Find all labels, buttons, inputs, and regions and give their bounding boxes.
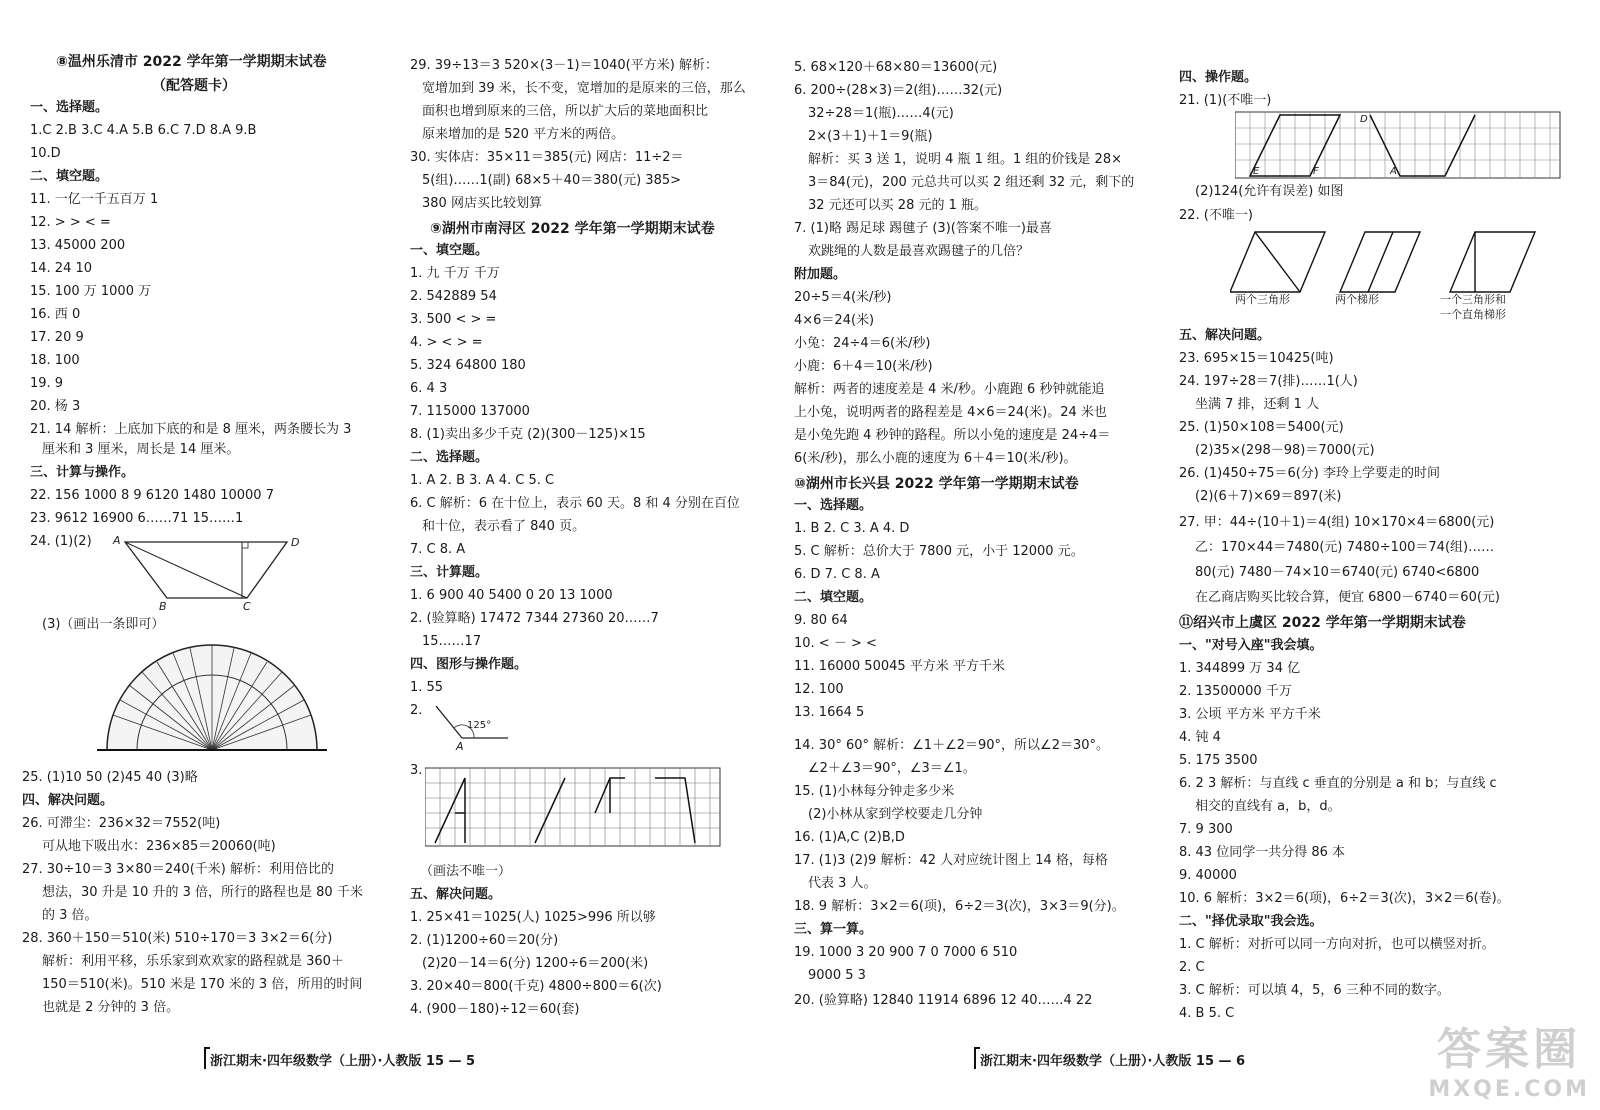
grid-figure-21 (1235, 110, 1565, 180)
point-label-b: B (159, 600, 167, 610)
answer-line: (3)（画出一条即可） (42, 617, 165, 632)
answer-line: (2)124(允许有误差) 如图 (1195, 184, 1344, 199)
answer-line: 380 网店买比较划算 (422, 196, 542, 211)
answer-line: 2. 13500000 千万 (1179, 684, 1292, 699)
answer-line: 想法，30 升是 10 升的 3 倍，所行的路程也是 80 千米 (42, 885, 363, 900)
answer-line: 24. 197÷28＝7(排)……1(人) (1179, 374, 1358, 389)
grid-label-f: F (1313, 166, 1319, 177)
section-heading: 一、"对号入座"我会填。 (1179, 638, 1323, 653)
answer-line: 原来增加的是 520 平方米的两倍。 (422, 127, 625, 142)
answer-line: 也就是 2 分钟的 3 倍。 (42, 1000, 180, 1015)
answer-line: 12. 100 (794, 682, 844, 697)
answer-line: 9. 80 64 (794, 613, 848, 628)
answer-line: 20. (验算略) 12840 11914 6896 12 40……4 22 (794, 993, 1093, 1008)
answer-line: 4. B 5. C (1179, 1006, 1235, 1021)
section-heading: 一、填空题。 (410, 243, 489, 258)
answer-line: 2×(3＋1)＋1＝9(瓶) (808, 129, 933, 144)
section-heading: 一、选择题。 (30, 100, 109, 115)
answer-line: 1. C 解析：对折可以同一方向对折，也可以横竖对折。 (1179, 937, 1495, 952)
answer-line: 5. C 解析：总价大于 7800 元，小于 12000 元。 (794, 544, 1084, 559)
answer-line: 80(元) 7480－74×10＝6740(元) 6740<6800 (1195, 565, 1480, 580)
exam-title: ⑧温州乐清市 2022 学年第一学期期末试卷 (56, 54, 327, 70)
answer-line: 的 3 倍。 (42, 908, 98, 923)
page-footer-right: 浙江期末·四年级数学（上册）·人教版 15 — 6 (980, 1050, 1245, 1069)
answer-line: 7. (1)略 踢足球 踢毽子 (3)(答案不唯一)最喜 (794, 221, 1052, 236)
answer-line: 2. (验算略) 17472 7344 27360 20……7 (410, 611, 659, 626)
column-2 (400, 0, 780, 1110)
answer-line: 19. 9 (30, 376, 64, 391)
protractor-figure (87, 640, 337, 760)
answer-line: 32÷28＝1(瓶)……4(元) (808, 106, 954, 121)
answer-line: 1. 6 900 40 5400 0 20 13 1000 (410, 588, 613, 603)
answer-line: 坐满 7 排，还剩 1 人 (1195, 397, 1320, 412)
answer-line: 23. 695×15＝10425(吨) (1179, 351, 1334, 366)
answer-line: 15……17 (422, 634, 482, 649)
grid-label-e: E (1253, 166, 1260, 177)
answer-line: 3＝84(元)，200 元总共可以买 2 组还剩 32 元，剩下的 (808, 175, 1135, 190)
answer-line: 5(组)……1(副) 68×5＋40＝380(元) 385> (422, 173, 682, 188)
answer-line: 26. (1)450÷75＝6(分) 李玲上学要走的时间 (1179, 466, 1441, 481)
parallelograms-figure (1230, 228, 1550, 298)
point-label-c: C (243, 600, 251, 610)
answer-line: 26. 可滞尘：236×32＝7552(吨) (22, 816, 221, 831)
answer-line: 解析：买 3 送 1，说明 4 瓶 1 组。1 组的价钱是 28× (808, 152, 1122, 167)
section-heading: 四、解决问题。 (22, 793, 114, 808)
answer-line: 在乙商店购买比较合算，便宜 6800－6740＝60(元) (1195, 590, 1500, 605)
answer-line: 2. (410, 703, 423, 718)
answer-line: 23. 9612 16900 6……71 15……1 (30, 511, 244, 526)
answer-line: 21. (1)(不唯一) (1179, 93, 1272, 108)
figure-caption: 两个梯形 (1335, 293, 1379, 306)
answer-line: (2)小林从家到学校要走几分钟 (808, 807, 983, 822)
section-heading: 五、解决问题。 (1179, 328, 1271, 343)
answer-line: 小兔：24÷4＝6(米/秒) (794, 336, 931, 351)
answer-line: 厘米和 3 厘米，周长是 14 厘米。 (42, 442, 240, 457)
answer-line: 27. 30÷10＝3 3×80＝240(千米) 解析：利用倍比的 (22, 862, 334, 877)
answer-line: 6. D 7. C 8. A (794, 567, 880, 582)
section-heading: 四、操作题。 (1179, 70, 1258, 85)
answer-line: 4. 钝 4 (1179, 730, 1221, 745)
answer-line: 是小兔先跑 4 秒钟的路程。所以小兔的速度是 24÷4＝ (794, 428, 1111, 443)
answer-line: 6. 4 3 (410, 381, 448, 396)
grid-label-a: A (1390, 166, 1397, 177)
answer-line: 6. 2 3 解析：与直线 c 垂直的分别是 a 和 b；与直线 c (1179, 776, 1497, 791)
answer-line: 可从地下吸出水：236×85＝20060(吨) (42, 839, 276, 854)
answer-line: 11. 一亿一千五百万 1 (30, 192, 159, 207)
answer-line: 1. 55 (410, 680, 444, 695)
answer-line: 4. > < > = (410, 335, 483, 350)
section-heading: 一、选择题。 (794, 498, 873, 513)
answer-line: 上小兔，说明两者的路程差是 4×6＝24(米)。24 米也 (794, 405, 1107, 420)
answer-line: 乙：170×44＝7480(元) 7480÷100＝74(组)…… (1195, 540, 1495, 555)
answer-line: 19. 1000 3 20 900 7 0 7000 6 510 (794, 945, 1018, 960)
watermark-bottom: MXQE.COM (1428, 1077, 1590, 1102)
answer-line: 1. 九 千万 千万 (410, 266, 500, 281)
figure-caption: 一个三角形和 (1440, 293, 1506, 306)
answer-line: 3. 20×40＝800(千克) 4800÷800＝6(次) (410, 979, 662, 994)
watermark-top: 答案圈 (1437, 1024, 1582, 1075)
answer-line: 欢跳绳的人数是最喜欢踢毽子的几倍？ (808, 244, 1030, 259)
grid-label-d: D (1360, 114, 1368, 125)
answer-line: 1.C 2.B 3.C 4.A 5.B 6.C 7.D 8.A 9.B (30, 123, 257, 138)
angle-label: 125° (467, 720, 492, 731)
answer-line: 28. 360＋150＝510(米) 510÷170＝3 3×2＝6(分) (22, 931, 333, 946)
column-1 (22, 0, 392, 1110)
section-heading: 三、算一算。 (794, 922, 873, 937)
answer-line: 16. (1)A,C (2)B,D (794, 830, 905, 845)
answer-line: 3. C 解析：可以填 4，5，6 三种不同的数字。 (1179, 983, 1450, 998)
answer-line: 9000 5 3 (808, 968, 866, 983)
answer-line: 2. (1)1200÷60＝20(分) (410, 933, 559, 948)
exam-title: ⑩湖州市长兴县 2022 学年第一学期期末试卷 (794, 476, 1079, 492)
answer-line: 解析：两者的速度差是 4 米/秒。小鹿跑 6 秒钟就能追 (794, 382, 1105, 397)
answer-line: 10. 6 解析：3×2＝6(项)，6÷2＝3(次)，3×2＝6(卷)。 (1179, 891, 1510, 906)
answer-line: 22. (不唯一) (1179, 208, 1253, 223)
exam-title: ⑨湖州市南浔区 2022 学年第一学期期末试卷 (430, 221, 715, 237)
answer-line: 13. 1664 5 (794, 705, 865, 720)
answer-line: 6(米/秒)，那么小鹿的速度为 6＋4＝10(米/秒)。 (794, 451, 1077, 466)
answer-line: 5. 324 64800 180 (410, 358, 526, 373)
answer-line: 18. 100 (30, 353, 80, 368)
answer-line: 20. 杨 3 (30, 399, 81, 414)
answer-line: 29. 39÷13＝3 520×(3－1)＝1040(平方米) 解析： (410, 58, 718, 73)
answer-line: 5. 175 3500 (1179, 753, 1258, 768)
answer-line: 3. 公顷 平方米 平方千米 (1179, 707, 1321, 722)
answer-line: 代表 3 人。 (808, 876, 877, 891)
answer-line: 8. (1)卖出多少千克 (2)(300－125)×15 (410, 427, 646, 442)
answer-line: 5. 68×120＋68×80＝13600(元) (794, 60, 998, 75)
answer-line: (2)20－14＝6(分) 1200÷6＝200(米) (422, 956, 649, 971)
answer-line: （画法不唯一） (420, 864, 512, 879)
answer-line: 14. 24 10 (30, 261, 93, 276)
answer-line: 24. (1)(2) (30, 534, 92, 549)
answer-line: 21. 14 解析：上底加下底的和是 8 厘米，两条腰长为 3 (30, 422, 352, 437)
answer-line: 32 元还可以买 28 元的 1 瓶。 (808, 198, 988, 213)
exam-subtitle: （配答题卡） (152, 78, 236, 94)
answer-line: 面积也增到原来的三倍，所以扩大后的菜地面积比 (422, 104, 709, 119)
answer-line: 7. 115000 137000 (410, 404, 530, 419)
answer-line: 解析：利用平移，乐乐家到欢欢家的路程就是 360＋ (42, 954, 344, 969)
section-heading: 二、填空题。 (30, 169, 109, 184)
section-heading: 附加题。 (794, 267, 847, 282)
answer-line: 和十位，表示看了 840 页。 (422, 519, 586, 534)
answer-line: (2)35×(298－98)＝7000(元) (1195, 443, 1375, 458)
section-heading: 二、"择优录取"我会选。 (1179, 914, 1323, 929)
answer-line: (2)(6＋7)×69＝897(米) (1195, 489, 1342, 504)
figure-caption: 一个直角梯形 (1440, 308, 1506, 321)
answer-line: 1. 25×41＝1025(人) 1025>996 所以够 (410, 910, 656, 925)
answer-line: 2. C (1179, 960, 1205, 975)
exam-title: ⑪绍兴市上虞区 2022 学年第一学期期末试卷 (1179, 615, 1466, 631)
answer-line: 宽增加到 39 米，长不变，宽增加的是原来的三倍，那么 (422, 81, 746, 96)
section-heading: 三、计算与操作。 (30, 465, 135, 480)
answer-line: 小鹿：6＋4＝10(米/秒) (794, 359, 933, 374)
answer-line: 13. 45000 200 (30, 238, 126, 253)
answer-line: 7. 9 300 (1179, 822, 1233, 837)
answer-line: 6. C 解析：6 在十位上，表示 60 天。8 和 4 分别在百位 (410, 496, 740, 511)
answer-line: 6. 200÷(28×3)＝2(组)……32(元) (794, 83, 1003, 98)
point-label-d: D (291, 536, 300, 549)
answer-line: 1. A 2. B 3. A 4. C 5. C (410, 473, 555, 488)
point-label-a: A (113, 534, 121, 547)
answer-line: 25. (1)10 50 (2)45 40 (3)略 (22, 770, 198, 785)
answer-line: 3. 500 < > = (410, 312, 497, 327)
angle-figure (430, 700, 510, 752)
answer-line: 1. 344899 万 34 亿 (1179, 661, 1301, 676)
section-heading: 二、选择题。 (410, 450, 489, 465)
answer-line: 12. > > < = (30, 215, 111, 230)
parallelogram-figure (97, 530, 327, 610)
answer-line: 14. 30° 60° 解析：∠1＋∠2＝90°，所以∠2＝30°。 (794, 738, 1110, 753)
answer-line: 2. 542889 54 (410, 289, 497, 304)
answer-line: 17. 20 9 (30, 330, 84, 345)
watermark (1428, 1013, 1590, 1102)
answer-line: 3. (410, 763, 423, 778)
answer-line: 20÷5＝4(米/秒) (794, 290, 892, 305)
answer-line: 15. 100 万 1000 万 (30, 284, 152, 299)
grid-figure (425, 763, 725, 848)
answer-line: 27. 甲：44÷(10＋1)＝4(组) 10×170×4＝6800(元) (1179, 515, 1495, 530)
section-heading: 五、解决问题。 (410, 887, 502, 902)
answer-line: 4×6＝24(米) (794, 313, 875, 328)
answer-line: 10. < － > < (794, 636, 877, 651)
answer-line: 150＝510(米)。510 米是 170 米的 3 倍，所用的时间 (42, 977, 363, 992)
answer-line: 1. B 2. C 3. A 4. D (794, 521, 910, 536)
section-heading: 二、填空题。 (794, 590, 873, 605)
point-label-a: A (456, 740, 464, 752)
answer-line: ∠2＋∠3＝90°，∠3＝∠1。 (808, 761, 976, 776)
page-footer-left: 浙江期末·四年级数学（上册）·人教版 15 — 5 (210, 1050, 475, 1069)
answer-line: 相交的直线有 a，b，d。 (1195, 799, 1341, 814)
answer-line: 15. (1)小林每分钟走多少米 (794, 784, 955, 799)
answer-line: 9. 40000 (1179, 868, 1237, 883)
answer-line: 30. 实体店：35×11＝385(元) 网店：11÷2＝ (410, 150, 684, 165)
column-3 (788, 0, 1168, 1110)
answer-line: 22. 156 1000 8 9 6120 1480 10000 7 (30, 488, 274, 503)
section-heading: 四、图形与操作题。 (410, 657, 528, 672)
answer-line: 17. (1)3 (2)9 解析：42 人对应统计图上 14 格，每格 (794, 853, 1108, 868)
answer-line: 8. 43 位同学一共分得 86 本 (1179, 845, 1346, 860)
answer-line: 10.D (30, 146, 61, 161)
answer-line: 11. 16000 50045 平方米 平方千米 (794, 659, 1005, 674)
answer-line: 4. (900－180)÷12＝60(套) (410, 1002, 580, 1017)
column-4 (1175, 0, 1595, 1110)
answer-line: 16. 西 0 (30, 307, 81, 322)
answer-line: 25. (1)50×108＝5400(元) (1179, 420, 1344, 435)
section-heading: 三、计算题。 (410, 565, 489, 580)
answer-line: 18. 9 解析：3×2＝6(项)，6÷2＝3(次)，3×3＝9(分)。 (794, 899, 1125, 914)
figure-caption: 两个三角形 (1235, 293, 1290, 306)
answer-line: 7. C 8. A (410, 542, 466, 557)
